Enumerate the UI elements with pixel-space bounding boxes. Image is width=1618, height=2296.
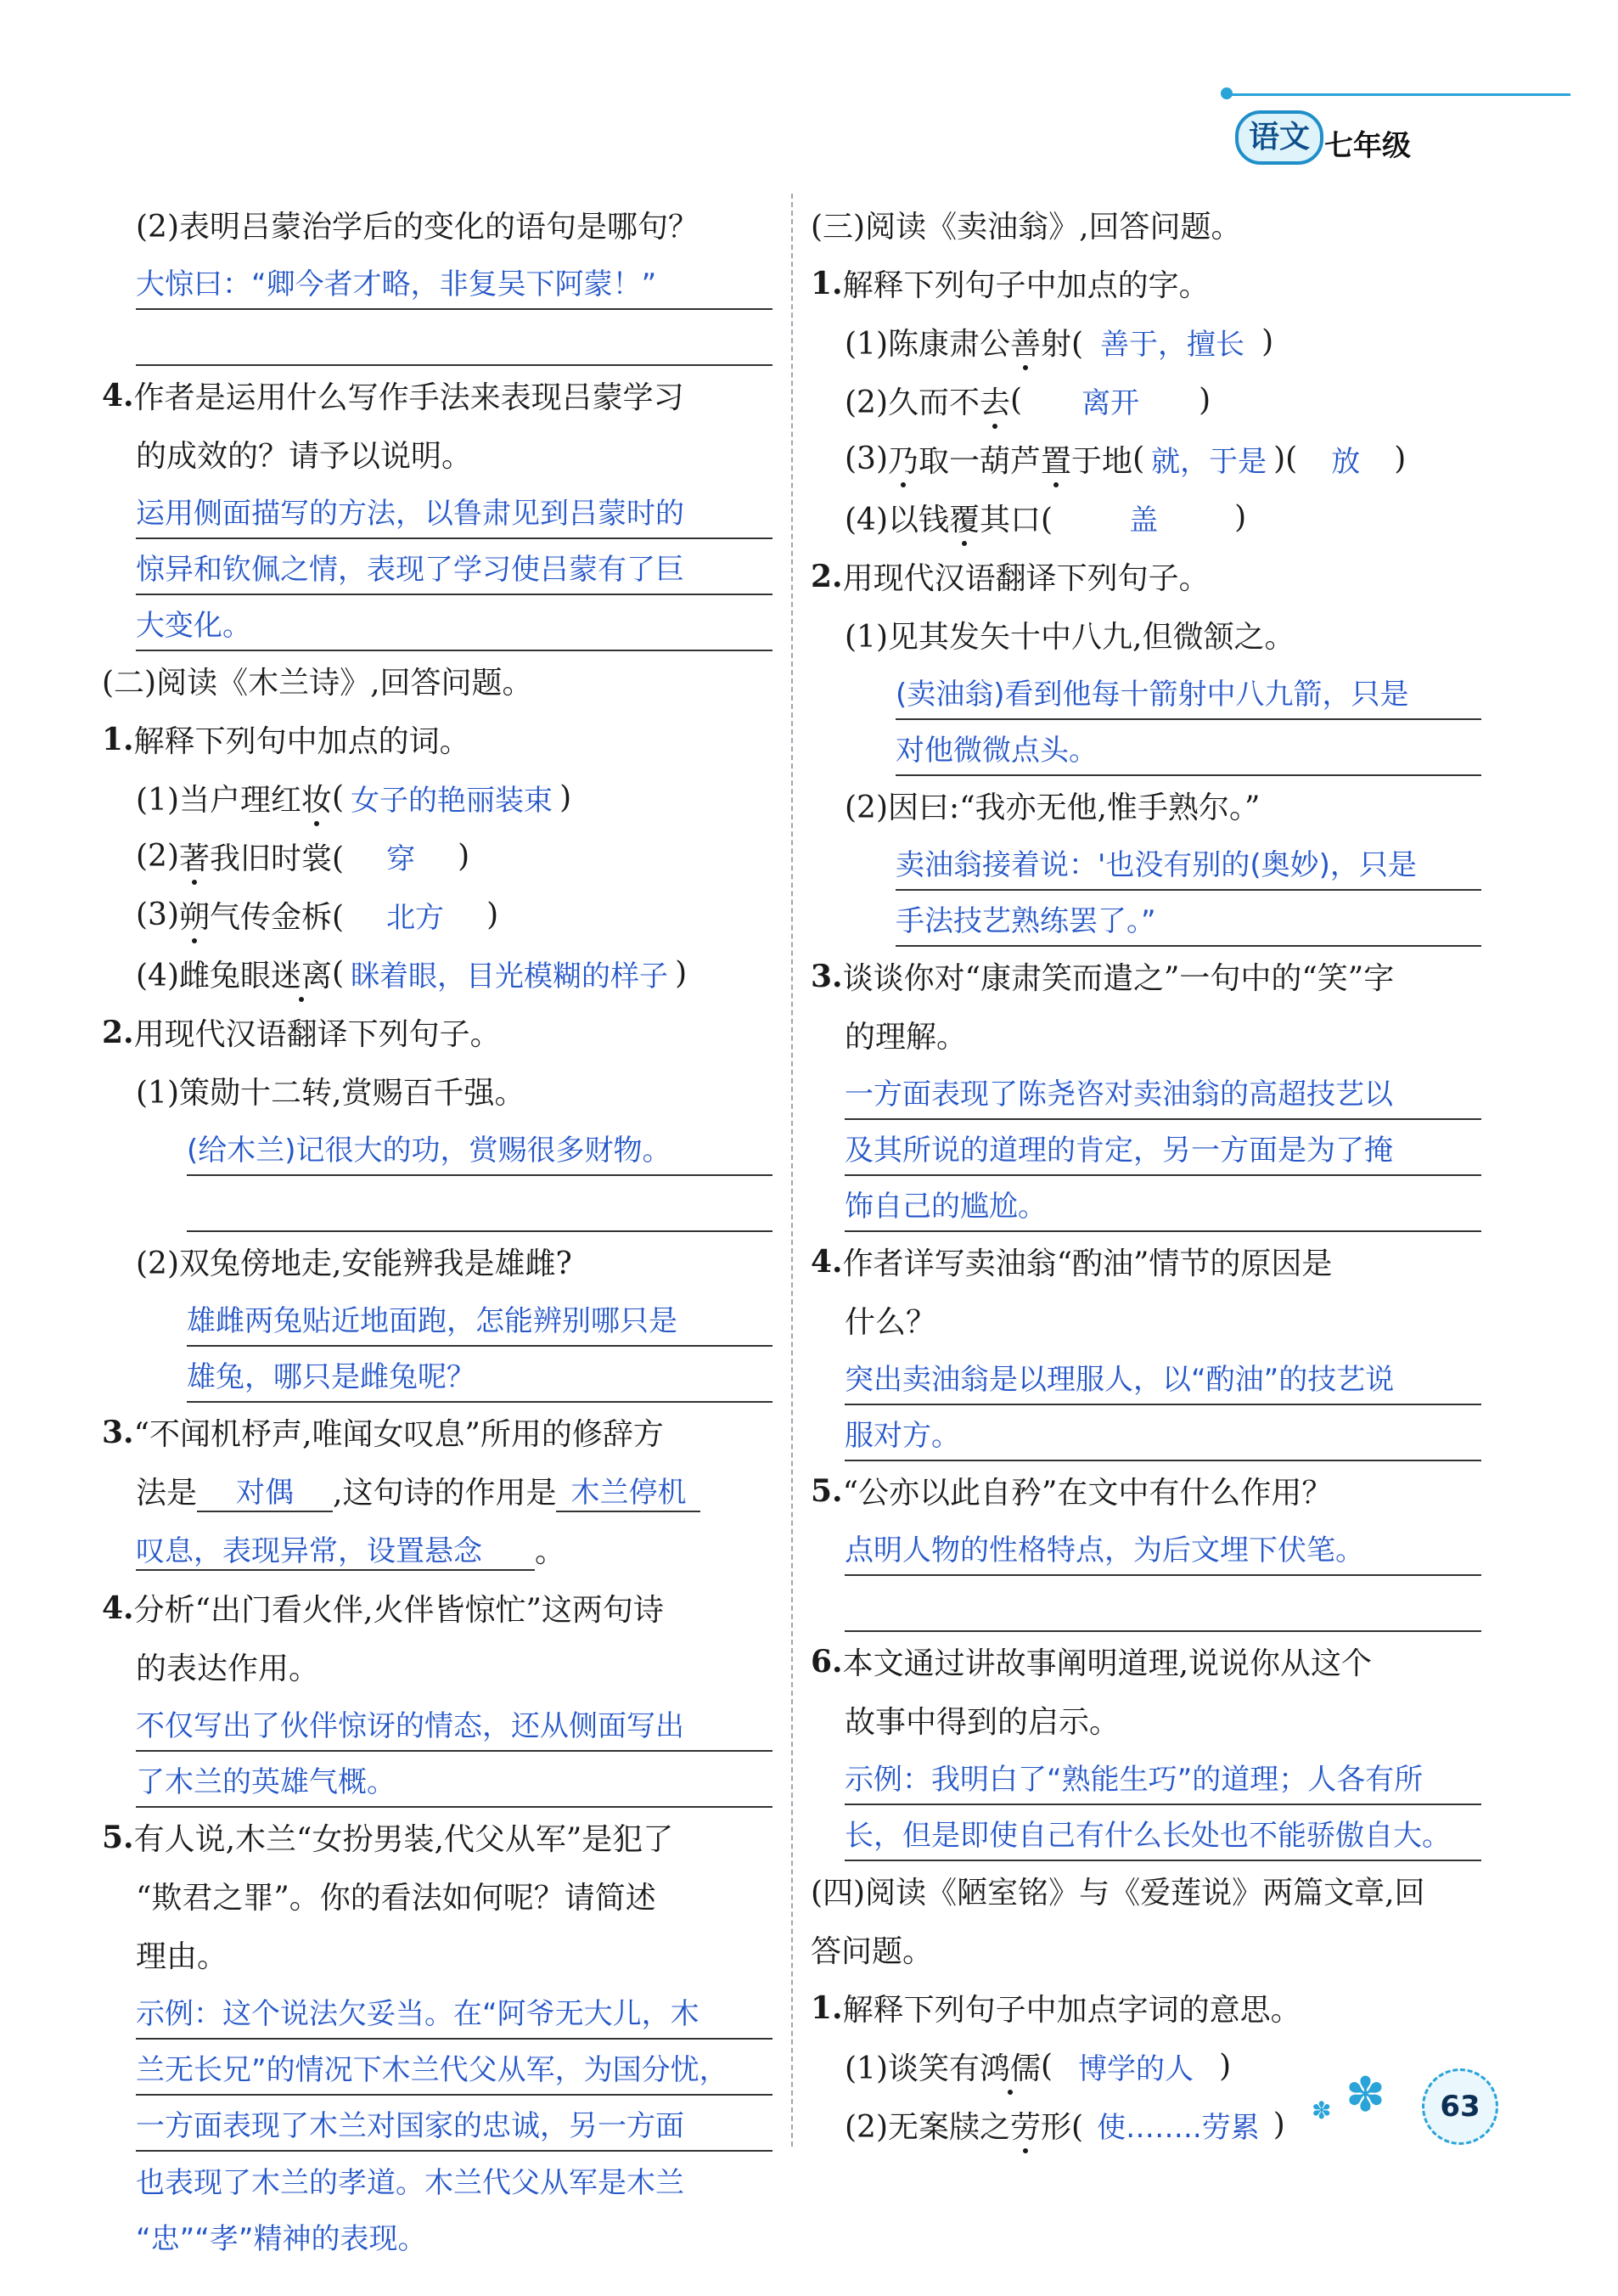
inline-answer: 就，于是: [1151, 445, 1267, 479]
sub-question: [811, 312, 1481, 371]
prompt-text: 解释下列句子中加点字词的意思。: [842, 1993, 1301, 2028]
answer-line: 惊异和钦佩之情，表现了学习使吕蒙有了巨: [136, 539, 772, 595]
sub-question-text: (3): [136, 898, 179, 932]
inline-answer: 盖: [1129, 504, 1159, 537]
question-number: 4.: [811, 1243, 843, 1280]
sub-question: [811, 488, 1481, 547]
paren: ): [1219, 2049, 1232, 2084]
prompt-text: 法是: [136, 1476, 198, 1511]
question-number: 4.: [102, 1590, 134, 1626]
question-prompt: [811, 547, 1481, 605]
flower-icon: ✽: [1346, 2068, 1385, 2123]
answer-line: 雄雌两兔贴近地面跑，怎能辨别哪只是: [187, 1291, 772, 1347]
question-number: 3.: [811, 958, 843, 994]
sub-question-text: 其口(: [980, 503, 1053, 537]
question-prompt: 故事中得到的启示。: [845, 1705, 1121, 1740]
answer-line: 对他微微点头。: [896, 720, 1481, 776]
header-dot-icon: [1221, 87, 1233, 99]
answer-line: 及其所说的道理的肯定，另一方面是为了掩: [845, 1120, 1481, 1176]
inline-answer: 使……..劳累: [1097, 2111, 1260, 2145]
question-number: 4.: [102, 377, 134, 414]
sub-question-text: (2)无案牍之: [845, 2110, 1010, 2145]
paren: ): [458, 839, 470, 874]
question-prompt: 的成效的？请予以说明。: [136, 439, 473, 474]
answer-line: 不仅写出了伙伴惊讶的情态，还从侧面写出: [136, 1696, 772, 1752]
dotted-word: 著: [179, 835, 210, 878]
sub-question: (4)雌兔眼 迷离 ( 眯着眼，目光模糊的样子 ): [102, 944, 772, 1003]
question-prompt: 的表达作用。: [136, 1652, 320, 1686]
question-prompt: [102, 1403, 772, 1461]
answer-line-blank: [136, 310, 772, 366]
answer-line: (给木兰)记很大的功，赏赐很多财物。: [187, 1120, 772, 1176]
page-number: 63: [1422, 2068, 1498, 2145]
answer-line: 示例：我明白了“熟能生巧”的道理；人各有所: [845, 1749, 1481, 1805]
prompt-text: “不闻机杼声,唯闻女叹息”所用的修辞方: [133, 1417, 664, 1452]
paren: ): [1234, 500, 1247, 535]
dotted-word: 妆: [301, 776, 332, 819]
answer-line: 大惊曰：“卿今者才略，非复吴下阿蒙！”: [136, 254, 772, 310]
header-rule: [1231, 93, 1570, 96]
dotted-word: 迷离: [271, 952, 332, 995]
question-prompt: [102, 1003, 772, 1061]
section-title: (二)阅读《木兰诗》,回答问题。: [102, 666, 533, 701]
page-header: [1188, 76, 1579, 170]
sub-question-text: 射(: [1041, 327, 1084, 362]
sub-question: (2)双兔傍地走,安能辨我是雄雌?: [136, 1246, 572, 1281]
blank-answer: 木兰停机: [556, 1469, 700, 1512]
paren: ): [1261, 324, 1274, 359]
answer-line: 大变化。: [136, 595, 772, 651]
prompt-text: 有人说,木兰“女扮男装,代父从军”是犯了: [133, 1822, 674, 1857]
sub-question-text: (1)当户理红: [136, 783, 301, 818]
paren: ): [1199, 383, 1211, 418]
sub-question-text: (1)陈康肃公: [845, 327, 1010, 362]
answer-line: 雄兔，哪只是雌兔呢？: [187, 1347, 772, 1403]
sub-question: [811, 371, 1481, 430]
prompt-text: 用现代汉语翻译下列句子。: [842, 561, 1210, 596]
prompt-text: 作者是运用什么写作手法来表现吕蒙学习: [133, 380, 684, 415]
sub-question-text: 形(: [1041, 2110, 1084, 2145]
prompt-text: 用现代汉语翻译下列句子。: [133, 1017, 501, 1052]
dotted-word: 鸿儒: [980, 2045, 1041, 2088]
section-title: (三)阅读《卖油翁》,回答问题。: [811, 210, 1242, 245]
sub-question: (1)策勋十二转,赏赐百千强。: [136, 1076, 525, 1111]
answer-line: 卖油翁接着说：'也没有别的(奥妙)，只是: [896, 835, 1481, 891]
dotted-word: 乃: [888, 437, 919, 481]
answer-line-blank: [845, 1576, 1481, 1632]
dotted-word: 朔: [179, 893, 210, 937]
dotted-word: 覆: [949, 496, 980, 539]
answer-line: “忠”“孝”精神的表现。: [136, 2221, 427, 2256]
sub-question: [102, 886, 772, 944]
dotted-word: 去: [980, 379, 1010, 422]
left-column: [102, 195, 772, 2264]
answer-line: 了木兰的英雄气概。: [136, 1752, 772, 1808]
answer-line: 饰自己的尴尬。: [845, 1176, 1481, 1232]
sub-question: (1)当户理红 妆 ( 女子的艳丽装束 ): [102, 768, 772, 827]
inline-answer: 眯着眼，目光模糊的样子: [351, 959, 669, 993]
sub-question-text: 我旧时裳(: [210, 841, 345, 876]
question-number: 1.: [811, 265, 843, 301]
question-number: 1.: [102, 721, 134, 757]
paren: ): [1272, 2107, 1285, 2142]
question-prompt: [811, 1461, 1481, 1520]
answer-line: 也表现了木兰的孝道。木兰代父从军是木兰: [136, 2165, 684, 2200]
question-prompt: 的理解。: [845, 1020, 968, 1055]
prompt-text: 谈谈你对“康肃笑而遣之”一句中的“笑”字: [842, 961, 1395, 996]
prompt-text: 解释下列句中加点的词。: [133, 724, 470, 759]
prompt-text: 作者详写卖油翁“酌油”情节的原因是: [842, 1246, 1333, 1281]
answer-line: 示例：这个说法欠妥当。在“阿爷无大儿，木: [136, 1984, 772, 2040]
question-number: 3.: [102, 1414, 134, 1450]
sub-question-text: 于地: [1071, 444, 1133, 479]
answer-line: 服对方。: [845, 1405, 1481, 1461]
sub-question: (2)因曰:“我亦无他,惟手熟尔。”: [845, 791, 1261, 825]
question-prompt: [811, 1632, 1481, 1691]
inline-answer: 博学的人: [1078, 2052, 1194, 2086]
question-prompt: [102, 710, 772, 768]
answer-line: 手法技艺熟练罢了。”: [896, 891, 1481, 947]
paren: ): [1394, 442, 1407, 476]
answer-line: 兰无长兄”的情况下木兰代父从军，为国分忧，: [136, 2040, 772, 2096]
sub-question-text: 气传金柝(: [210, 900, 345, 935]
answer-line: 运用侧面描写的方法，以鲁肃见到吕蒙时的: [136, 483, 772, 539]
paren: ): [486, 898, 499, 932]
column-divider: [791, 194, 793, 2147]
sub-question: (1)见其发矢十中八九,但微颔之。: [845, 620, 1295, 655]
blank-answer: 叹息，表现异常，设置悬念: [136, 1528, 535, 1571]
dotted-word: 置: [1041, 437, 1071, 481]
question-prompt: [102, 1808, 772, 1866]
fill-blank-line: [102, 1520, 772, 1578]
question-number: 1.: [811, 1989, 843, 2026]
flower-small-icon: ✽: [1312, 2096, 1332, 2124]
answer-line: 突出卖油翁是以理服人，以“酌油”的技艺说: [845, 1349, 1481, 1405]
sub-question-text: (4)雌兔眼: [136, 959, 271, 993]
inline-answer: 善于，擅长: [1100, 328, 1245, 362]
section-title: 答问题。: [811, 1934, 934, 1969]
inline-answer: 北方: [386, 901, 445, 935]
question-prompt: [811, 1978, 1481, 2037]
question-number: 2.: [811, 558, 843, 594]
sub-question-text: (1)谈笑有: [845, 2051, 980, 2086]
paren: )(: [1273, 442, 1298, 476]
question-prompt: [811, 254, 1481, 312]
sub-question-text: (2): [136, 839, 179, 874]
prompt-text: ,这句诗的作用是: [333, 1476, 557, 1511]
question-prompt: 什么？: [845, 1305, 937, 1340]
question-prompt: [102, 1578, 772, 1637]
question-prompt: [811, 947, 1481, 1005]
sub-question: [102, 827, 772, 886]
sub-question-text: (3): [845, 442, 888, 476]
question-number: 2.: [102, 1014, 134, 1050]
inline-answer: 穿: [386, 842, 416, 876]
sub-question: (3) 乃 取一葫芦 置 于地 ( 就，于是 )( 放 ): [811, 430, 1481, 488]
prompt-text: 。: [535, 1534, 566, 1569]
question-prompt: [102, 366, 772, 425]
question-prompt: [811, 1232, 1481, 1291]
answer-line: 一方面表现了陈尧咨对卖油翁的高超技艺以: [845, 1064, 1481, 1120]
right-column: [811, 195, 1481, 2154]
inline-answer: 放: [1331, 445, 1361, 479]
question-number: 5.: [102, 1819, 134, 1855]
sub-question-text: (: [1041, 2049, 1053, 2084]
blank-answer: 对偶: [197, 1469, 333, 1512]
answer-line: 长，但是即使自己有什么长处也不能骄傲自大。: [845, 1805, 1481, 1861]
question-number: 6.: [811, 1643, 843, 1680]
grade-label: 七年级: [1324, 129, 1411, 163]
answer-line: (卖油翁)看到他每十箭射中八九箭，只是: [896, 664, 1481, 720]
prompt-text: 分析“出门看火伴,火伴皆惊忙”这两句诗: [133, 1593, 664, 1628]
prompt-text: 本文通过讲故事阐明道理,说说你从这个: [842, 1646, 1373, 1681]
answer-line-blank: [187, 1176, 772, 1232]
fill-blank-line: [102, 1461, 772, 1520]
sub-question-text: 取一葫芦: [919, 444, 1042, 479]
dotted-word: 劳: [1010, 2103, 1041, 2147]
subject-badge: 语文: [1235, 110, 1323, 165]
sub-question-text: (4)以钱: [845, 503, 949, 537]
answer-line: 点明人物的性格特点，为后文埋下伏笔。: [845, 1520, 1481, 1576]
dotted-word: 善: [1010, 320, 1041, 363]
question-prompt: “欺君之罪”。你的看法如何呢？请简述: [136, 1881, 656, 1916]
prompt-text: “公亦以此自矜”在文中有什么作用？: [842, 1476, 1333, 1511]
question-number: 5.: [811, 1472, 843, 1509]
question-prompt: (2)表明吕蒙治学后的变化的语句是哪句？: [136, 210, 699, 245]
inline-answer: 离开: [1081, 386, 1140, 420]
sub-question-text: (: [1010, 383, 1023, 418]
prompt-text: 解释下列句子中加点的字。: [842, 268, 1210, 303]
question-prompt: 理由。: [136, 1939, 228, 1974]
section-title: (四)阅读《陋室铭》与《爱莲说》两篇文章,回: [811, 1876, 1425, 1911]
answer-line: 一方面表现了木兰对国家的忠诚，另一方面: [136, 2096, 772, 2152]
sub-question-text: (2)久而不: [845, 385, 980, 420]
page-footer: [1312, 2063, 1524, 2157]
inline-answer: 女子的艳丽装束: [351, 784, 553, 818]
